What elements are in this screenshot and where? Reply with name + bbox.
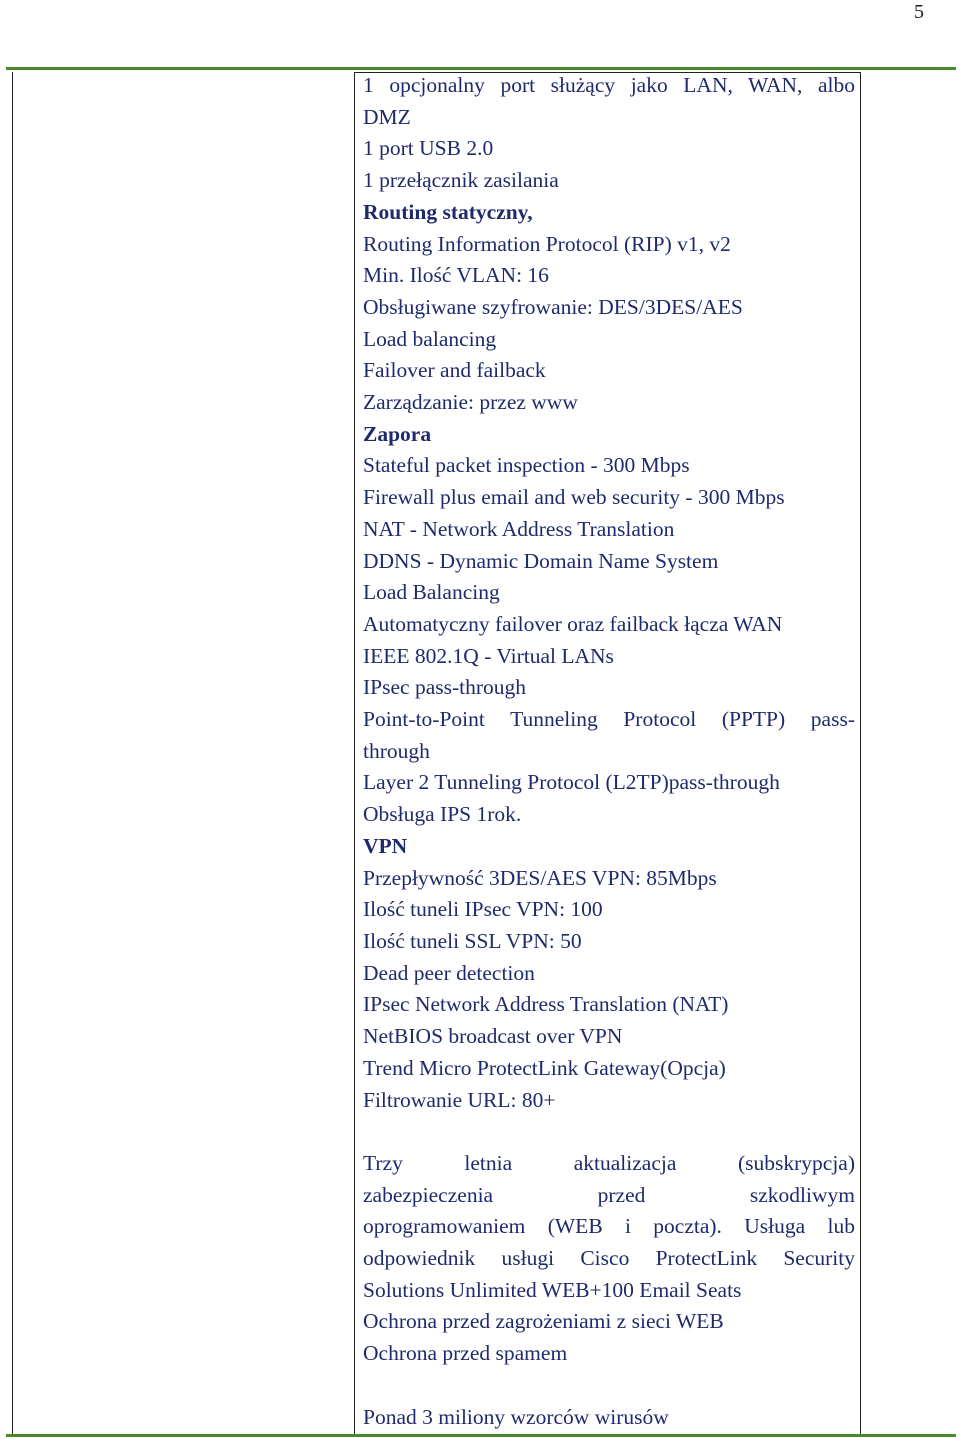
spec-line: IPsec Network Address Translation (NAT) <box>363 992 729 1017</box>
spec-line: DMZ <box>363 104 411 129</box>
spec-block-antivirus <box>363 1402 855 1434</box>
spec-line: Firewall plus email and web security - 300 Mbps <box>363 485 785 510</box>
spec-line: Zarządzanie: przez www <box>363 390 578 415</box>
spec-line: IEEE 802.1Q - Virtual LANs <box>363 643 614 668</box>
spec-line: 1 port USB 2.0 <box>363 136 494 161</box>
spec-line: Przepływność 3DES/AES VPN: 85Mbps <box>363 865 717 890</box>
spec-line: Load Balancing <box>363 580 500 605</box>
spec-line: Load balancing <box>363 326 497 351</box>
spec-line: Ochrona przed spamem <box>363 1341 568 1366</box>
spec-line: Ponad 3 miliony wzorców wirusów <box>363 1404 669 1429</box>
spec-line: Min. Ilość VLAN: 16 <box>363 263 549 288</box>
spec-line: Obsługa IPS 1rok. <box>363 802 522 827</box>
spec-line: Dead peer detection <box>363 960 535 985</box>
spec-line: Ilość tuneli IPsec VPN: 100 <box>363 897 603 922</box>
spec-line: Point-to-Point Tunneling Protocol (PPTP) pass- <box>363 707 855 732</box>
spec-line: through <box>363 738 430 763</box>
table-left-column <box>12 72 355 1435</box>
footer-rule <box>6 1434 956 1437</box>
spec-line: Filtrowanie URL: 80+ <box>363 1087 556 1112</box>
spec-line: Ilość tuneli SSL VPN: 50 <box>363 928 582 953</box>
section-heading: Zapora <box>363 421 432 446</box>
spec-block-hardware-network <box>363 70 855 1116</box>
spec-line: NetBIOS broadcast over VPN <box>363 1024 623 1049</box>
spec-line: 1 przełącznik zasilania <box>363 168 559 193</box>
spec-line: odpowiednik usługi Cisco ProtectLink Security <box>363 1246 855 1270</box>
spec-line: Trzy letnia aktualizacja (subskrypcja) <box>363 1150 855 1175</box>
spec-cell-content <box>363 70 855 1433</box>
spec-line: NAT - Network Address Translation <box>363 516 675 541</box>
page-number: 5 <box>914 1 924 23</box>
spec-line: Ochrona przed zagrożeniami z sieci WEB <box>363 1309 724 1334</box>
spec-line: Automatyczny failover oraz failback łącza WAN <box>363 611 783 636</box>
spec-line: IPsec pass-through <box>363 675 527 700</box>
spec-block-subscription <box>363 1148 855 1370</box>
spec-line: oprogramowaniem (WEB i poczta). Usługa lub <box>363 1214 855 1239</box>
spec-line: Solutions Unlimited WEB+100 Email Seats <box>363 1277 742 1302</box>
spec-line: DDNS - Dynamic Domain Name System <box>363 548 719 573</box>
section-heading: VPN <box>363 833 408 858</box>
section-heading: Routing statyczny, <box>363 199 533 224</box>
spec-line: Routing Information Protocol (RIP) v1, v2 <box>363 231 731 256</box>
paragraph-gap <box>363 1116 855 1148</box>
spec-line: Stateful packet inspection - 300 Mbps <box>363 453 690 478</box>
paragraph-gap <box>363 1370 855 1402</box>
spec-line: Failover and failback <box>363 358 546 383</box>
spec-line: 1 opcjonalny port służący jako LAN, WAN, albo <box>363 73 855 97</box>
spec-line: zabezpieczenia przed szkodliwym <box>363 1182 855 1207</box>
spec-line: Obsługiwane szyfrowanie: DES/3DES/AES <box>363 294 743 319</box>
spec-line: Layer 2 Tunneling Protocol (L2TP)pass-through <box>363 770 780 795</box>
spec-line: Trend Micro ProtectLink Gateway(Opcja) <box>363 1055 726 1080</box>
